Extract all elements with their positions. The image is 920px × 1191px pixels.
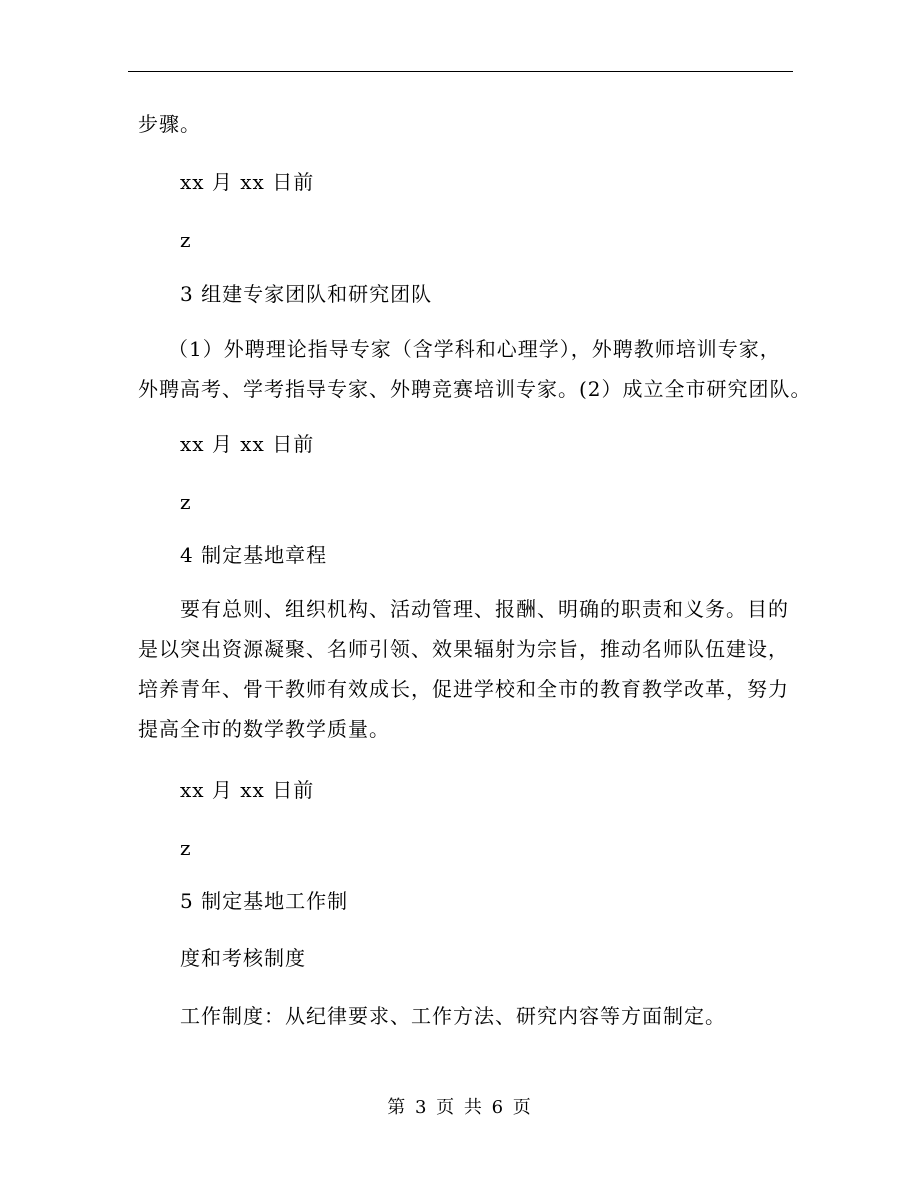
paragraph-z-3: z [180,836,192,860]
page-number-footer: 第 3 页 共 6 页 [387,1097,533,1118]
paragraph-charter-line-3: 培养青年、骨干教师有效成长，促进学校和全市的教育教学改革，努力 [138,677,789,701]
paragraph-date-2: xx 月 xx 日前 [180,432,315,456]
heading-step-5: 5 制定基地工作制 [180,889,349,913]
paragraph-experts-line-2: 外聘高考、学考指导专家、外聘竞赛培训专家。(2）成立全市研究团队。 [138,377,812,401]
paragraph-date-1: xx 月 xx 日前 [180,170,315,194]
paragraph-work-system: 工作制度：从纪律要求、工作方法、研究内容等方面制定。 [180,1004,726,1028]
paragraph-experts-line-1: （1）外聘理论指导专家（含学科和心理学），外聘教师培训专家， [168,337,781,361]
header-rule [128,71,793,72]
heading-step-4: 4 制定基地章程 [180,543,328,567]
paragraph-charter [138,589,798,749]
paragraph-z-2: z [180,490,192,514]
paragraph-charter-line-1: 要有总则、组织机构、活动管理、报酬、明确的职责和义务。目的 [180,597,789,621]
paragraph-date-3: xx 月 xx 日前 [180,778,315,802]
paragraph-system: 度和考核制度 [180,946,306,970]
paragraph-steps: 步骤。 [138,112,201,136]
paragraph-charter-line-4: 提高全市的数学教学质量。 [138,717,390,741]
paragraph-experts [138,329,812,409]
paragraph-charter-line-2: 是以突出资源凝聚、名师引领、效果辐射为宗旨，推动名师队伍建设， [138,637,789,661]
heading-step-3: 3 组建专家团队和研究团队 [180,282,433,306]
paragraph-z-1: z [180,228,192,252]
